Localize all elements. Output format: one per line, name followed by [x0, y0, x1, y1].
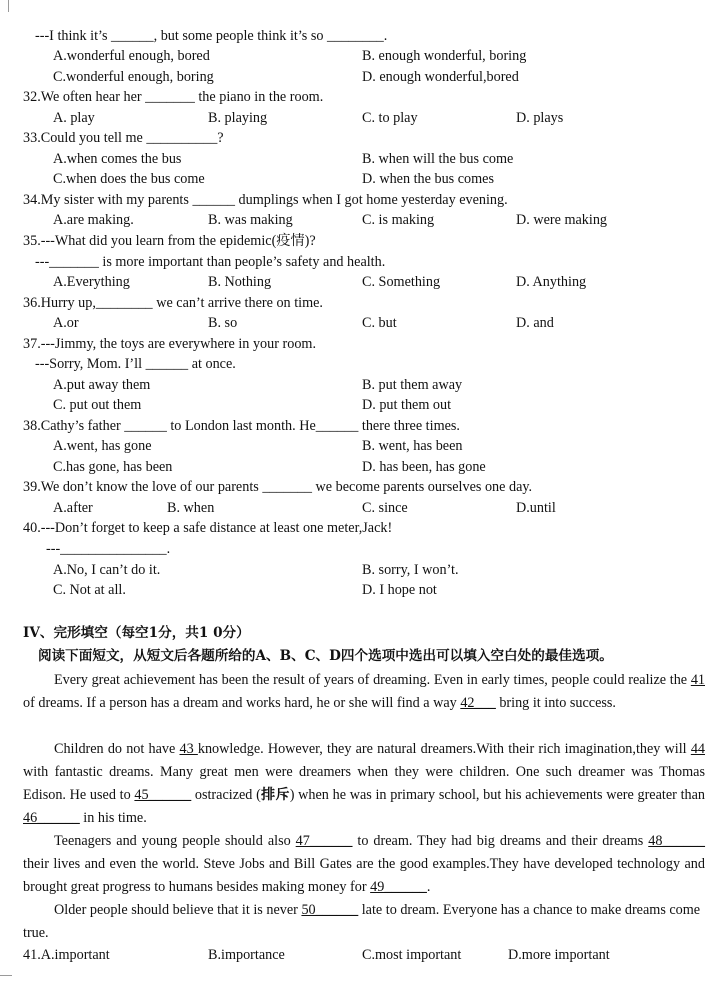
chinese-gloss: 排斥 [260, 787, 290, 803]
passage-paragraph-1: Every great achievement has been the result of years of dreaming. Even in early times, people could realize the 41 of dreams. If a person has a dream and works hard, he or she will find a way 42___ bring it into success. [23, 672, 705, 711]
q32-option-c: C. to play [362, 110, 418, 126]
q37-option-b: B. put them away [362, 377, 463, 393]
q37-reply: ---Sorry, Mom. I’ll ______ at once. [35, 356, 236, 372]
q31-option-a: A.wonderful enough, bored [53, 48, 210, 64]
q31-option-b: B. enough wonderful, boring [362, 48, 527, 64]
corner-mark-bottom [0, 975, 12, 976]
blank-50: 50______ [301, 902, 359, 918]
blank-43: 43 [179, 741, 198, 757]
q35-option-d: D. Anything [516, 274, 587, 290]
q39-prompt: 39.We don’t know the love of our parents _______ we become parents ourselves one day. [23, 479, 533, 495]
q36-prompt: 36.Hurry up,________ we can’t arrive there on time. [23, 295, 323, 311]
q34-prompt: 34.My sister with my parents ______ dumplings when I got home yesterday evening. [23, 192, 508, 208]
q40-option-d: D. I hope not [362, 582, 437, 598]
q38-option-c: C.has gone, has been [53, 459, 173, 475]
q36-option-d: D. and [516, 315, 554, 331]
q31-option-d: D. enough wonderful,bored [362, 69, 519, 85]
q39-option-d: D.until [516, 500, 556, 516]
q36-option-c: C. but [362, 315, 397, 331]
passage-paragraph-4: Older people should believe that it is never 50______ late to dream. Everyone has a chance to make dreams come true. [23, 902, 701, 941]
q33-prompt: 33.Could you tell me __________? [23, 130, 224, 146]
corner-mark-top [8, 0, 9, 12]
q35-option-b: B. Nothing [208, 274, 272, 290]
q35-option-c: C. Something [362, 274, 441, 290]
q31-prompt: ---I think it’s ______, but some people think it’s so ________. [35, 28, 388, 44]
q41-option-a: 41.A.important [23, 947, 110, 963]
section-instruction: 阅读下面短文，从短文后各题所给的A、B、C、D四个选项中选出可以填入空白处的最佳选项。 [38, 648, 613, 664]
q34-option-b: B. was making [208, 212, 293, 228]
q41-option-b: B.importance [208, 947, 285, 963]
q40-option-b: B. sorry, I won’t. [362, 562, 459, 578]
q33-option-c: C.when does the bus come [53, 171, 205, 187]
q38-option-d: D. has been, has gone [362, 459, 486, 475]
q37-option-d: D. put them out [362, 397, 452, 413]
blank-49: 49______ [370, 879, 427, 895]
q34-option-a: A.are making. [53, 212, 134, 228]
blank-42: 42___ [460, 695, 496, 711]
q36-option-a: A.or [53, 315, 79, 331]
blank-47: 47______ [295, 833, 353, 849]
q32-option-d: D. plays [516, 110, 564, 126]
blank-45: 45______ [134, 787, 192, 803]
q38-prompt: 38.Cathy’s father ______ to London last month. He______ there three times. [23, 418, 460, 434]
q40-option-a: A.No, I can’t do it. [53, 562, 161, 578]
q35-option-a: A.Everything [53, 274, 130, 290]
q41-option-c: C.most important [362, 947, 462, 963]
q33-option-d: D. when the bus comes [362, 171, 494, 187]
blank-41: 41 [690, 672, 705, 688]
q40-option-c: C. Not at all. [53, 582, 126, 598]
q41-option-d: D.more important [508, 947, 610, 963]
section-heading: IV、完形填空（每空1分，共1 0分） [23, 625, 250, 641]
q40-reply: ---_______________. [46, 541, 171, 557]
q37-option-a: A.put away them [53, 377, 151, 393]
q35-prompt: 35.---What did you learn from the epidemic(疫情)? [23, 233, 316, 249]
blank-48: 48______ [648, 833, 705, 849]
q33-option-a: A.when comes the bus [53, 151, 182, 167]
q39-option-b: B. when [167, 500, 215, 516]
q37-option-c: C. put out them [53, 397, 142, 413]
passage-paragraph-2: Children do not have 43 knowledge. However, they are natural dreamers.With their rich imagination,they will 44 with fantastic dreams. Many great men were dreamers when they were children. One such dreamer was Thomas Edison. He used to 45______ ostracized (排斥) when he was in primary school, but his achievements were greater than 46______ in his time. [23, 741, 705, 826]
q32-prompt: 32.We often hear her _______ the piano in the room. [23, 89, 324, 105]
q34-option-d: D. were making [516, 212, 608, 228]
q34-option-c: C. is making [362, 212, 435, 228]
q40-prompt: 40.---Don’t forget to keep a safe distance at least one meter,Jack! [23, 520, 393, 536]
blank-46: 46______ [23, 810, 80, 826]
q36-option-b: B. so [208, 315, 238, 331]
q33-option-b: B. when will the bus come [362, 151, 514, 167]
q31-option-c: C.wonderful enough, boring [53, 69, 214, 85]
q37-prompt: 37.---Jimmy, the toys are everywhere in your room. [23, 336, 316, 352]
q32-option-b: B. playing [208, 110, 268, 126]
q39-option-c: C. since [362, 500, 408, 516]
passage-paragraph-3: Teenagers and young people should also 47______ to dream. They had big dreams and their dreams 48______ their lives and even the world. Steve Jobs and Bill Gates are the good examples.They have developed technology and brought great progress to humans besides making money for 49______. [23, 833, 705, 895]
q38-option-b: B. went, has been [362, 438, 463, 454]
q35-reply: ---_______ is more important than people’s safety and health. [35, 254, 386, 270]
q32-option-a: A. play [53, 110, 95, 126]
blank-44: 44 [690, 741, 705, 757]
q38-option-a: A.went, has gone [53, 438, 152, 454]
q39-option-a: A.after [53, 500, 93, 516]
